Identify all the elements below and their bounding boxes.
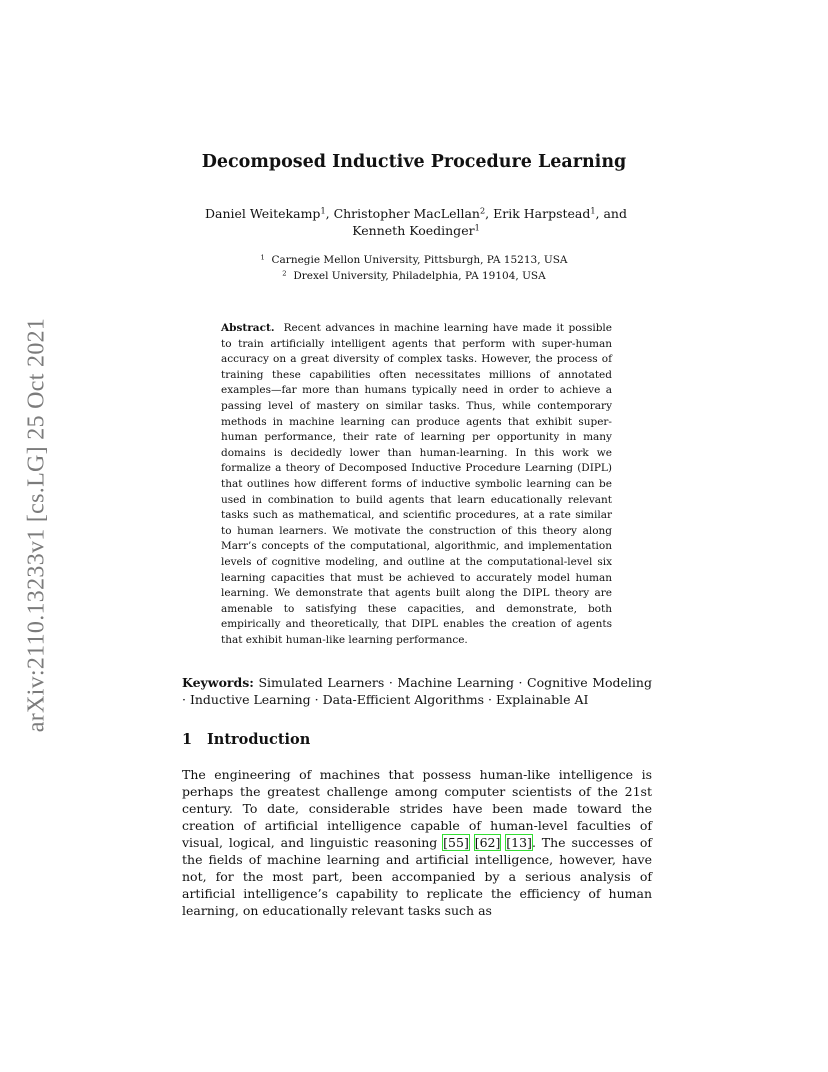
affiliation-list [0,253,828,284]
affiliation-text: Drexel University, Philadelphia, PA 19104, USA [293,269,546,282]
affiliation-mark: 1 [260,253,265,262]
affiliation [0,269,828,285]
intro-text: . The successes of the fields of machine learning and artificial intelligence, however, have not, for the most part, been accompanied by a serious analysis of artificial intelligence’s capability to replicate the efficiency of human learning, on educationally relevant tasks such as [182,835,652,918]
author-name: Erik Harpstead [493,206,591,221]
arxiv-id: arXiv:2110.13233v1 [cs.LG] 25 Oct 2021 [23,317,50,733]
section-heading [182,731,310,748]
author-separator: , [325,206,334,221]
author-name: Daniel Weitekamp [205,206,321,221]
abstract-label: Abstract. [221,322,275,334]
abstract [221,321,612,648]
section-number: 1 [182,731,193,748]
author-affil-mark: 1 [474,222,480,233]
author-separator: , [485,206,494,221]
affiliation-mark: 2 [282,268,287,277]
citation-link[interactable]: [55] [443,835,469,850]
citation-link[interactable]: [13] [506,835,532,850]
author-separator: , and [595,206,627,221]
author-name: Christopher MacLellan [333,206,480,221]
author-affil-mark: 2 [479,205,486,216]
citation-link[interactable]: [62] [474,835,501,850]
paper-title: Decomposed Inductive Procedure Learning [201,152,627,172]
arxiv-sidebar-stamp [22,290,52,760]
abstract-text: Recent advances in machine learning have made it possible to train artificially intelligent agents that perform with super-human accuracy on a great diversity of complex tasks. However, the process of training these capabilities often necessitates millions of annotated examples—far more than humans typically need in order to achieve a passing level of mastery on similar tasks. Thus, while contemporary methods in machine learning can produce agents that exhibit super-human performance, their rate of learning per opportunity in many domains is decidedly lower than human-learning. In this work we formalize a theory of Decomposed Inductive Procedure Learning (DIPL) that outlines how different forms of inductive symbolic learning can be used in combination to build agents that learn educationally relevant tasks such as mathematical, and scientific procedures, at a rate similar to human learners. We motivate the construction of this theory along Marr’s concepts of the computational, algorithmic, and implementation levels of cognitive modeling, and outline at the computational-level six learning capacities that must be achieved to accurately model human learning. We demonstrate that agents built along the DIPL theory are amenable to satisfying these capacities, and demonstrate, both empirically and theoretically, that DIPL enables the creation of agents that exhibit human-like learning performance. [221,322,612,646]
intro-paragraph [182,766,652,919]
keywords-label: Keywords: [182,675,254,690]
author-list [180,205,652,239]
author-affil-mark: 1 [320,205,326,216]
section-title: Introduction [207,731,311,748]
affiliation-text: Carnegie Mellon University, Pittsburgh, PA 15213, USA [271,254,568,266]
keywords-text: Simulated Learners · Machine Learning · Cognitive Modeling · Inductive Learning · Data-Efficient Algorithms · Explainable AI [182,675,652,707]
affiliation [0,253,828,269]
author-affil-mark: 1 [590,205,596,216]
keywords [182,674,652,708]
author-name: Kenneth Koedinger [352,223,475,238]
intro-text: The engineering of machines that possess human-like intelligence is perhaps the greatest challenge among computer scientists of the 21st century. To date, considerable strides have been made toward the creation of artificial intelligence capable of human-level faculties of visual, logical, and linguistic reasoning [182,767,652,850]
